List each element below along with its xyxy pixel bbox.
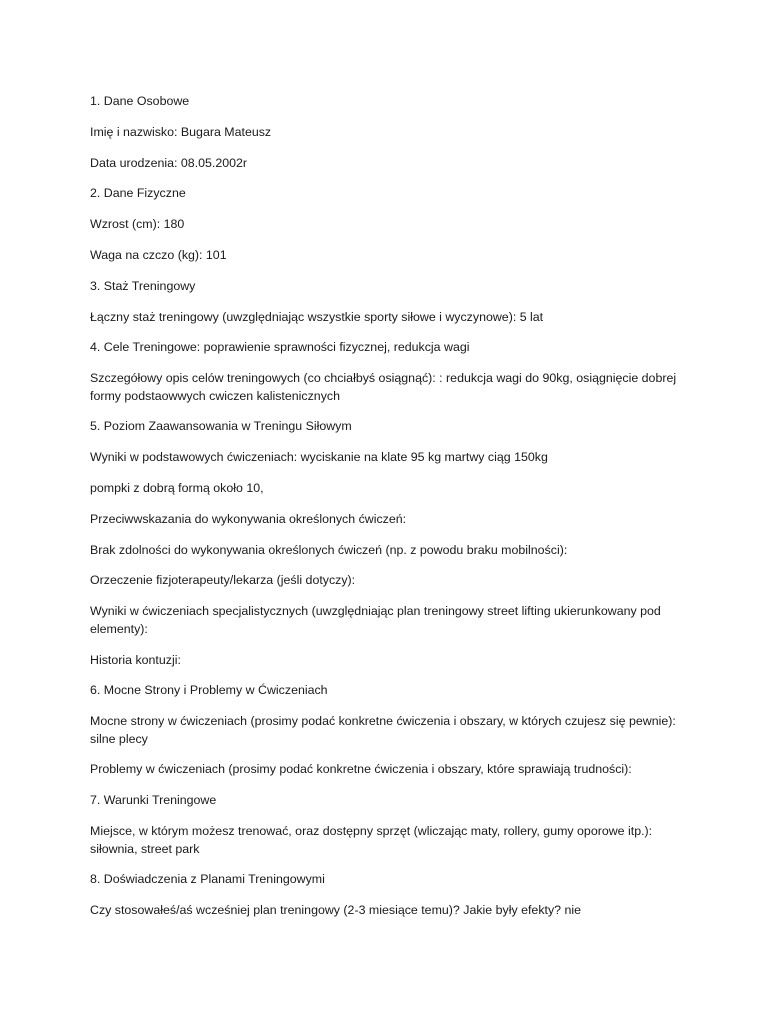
strengths-line: Mocne strony w ćwiczeniach (prosimy podać konkretne ćwiczenia i obszary, w których czujesz się pewnie): silne plecy [90, 714, 676, 746]
section-heading-physical-data: 2. Dane Fizyczne [90, 186, 186, 201]
section-heading-plan-experience: 8. Doświadczenia z Planami Treningowymi [90, 872, 325, 887]
injury-history-line: Historia kontuzji: [90, 652, 181, 667]
weight-line: Waga na czczo (kg): 101 [90, 247, 227, 262]
section-heading-training-goals: 4. Cele Treningowe: poprawienie sprawności fizycznej, redukcja wagi [90, 340, 470, 355]
section-heading-personal-data: 1. Dane Osobowe [90, 94, 190, 108]
basic-lifts-results-line: Wyniki w podstawowych ćwiczeniach: wyciskanie na klate 95 kg martwy ciąg 150kg [90, 450, 548, 465]
section-heading-strengths-problems: 6. Mocne Strony i Problemy w Ćwiczeniach [90, 683, 328, 698]
contraindications-line: Przeciwwskazania do wykonywania określonych ćwiczeń: [90, 511, 407, 526]
physio-certificate-line: Orzeczenie fizjoterapeuty/lekarza (jeśli dotyczy): [90, 573, 356, 588]
section-heading-training-conditions: 7. Warunki Treningowe [90, 793, 217, 808]
inability-line: Brak zdolności do wykonywania określonych ćwiczeń (np. z powodu braku mobilności): [90, 542, 568, 557]
problems-line: Problemy w ćwiczeniach (prosimy podać konkretne ćwiczenia i obszary, które sprawiają trudności): [90, 762, 632, 777]
full-name-line: Imię i nazwisko: Bugara Mateusz [90, 124, 272, 139]
document-body [90, 93, 690, 933]
height-line: Wzrost (cm): 180 [90, 217, 185, 232]
birth-date-line: Data urodzenia: 08.05.2002r [90, 155, 248, 170]
specialist-exercises-line: Wyniki w ćwiczeniach specjalistycznych (uwzględniając plan treningowy street lifting ukierunkowany pod elementy): [90, 604, 661, 636]
section-heading-training-experience: 3. Staż Treningowy [90, 278, 196, 293]
pushups-line: pompki z dobrą formą około 10, [90, 481, 264, 496]
section-heading-strength-level: 5. Poziom Zaawansowania w Treningu Siłowym [90, 419, 352, 434]
training-experience-line: Łączny staż treningowy (uwzględniając wszystkie sporty siłowe i wyczynowe): 5 lat [90, 309, 544, 324]
goals-description-line: Szczegółowy opis celów treningowych (co chciałbyś osiągnąć): : redukcja wagi do 90kg, osiągnięcie dobrej formy podstaowwych cwiczen kalistenicznych [90, 371, 677, 403]
training-place-line: Miejsce, w którym możesz trenować, oraz dostępny sprzęt (wliczając maty, rollery, gumy oporowe itp.): siłownia, street park [90, 824, 653, 856]
previous-plan-line: Czy stosowałeś/aś wcześniej plan treningowy (2-3 miesiące temu)? Jakie były efekty? nie [90, 903, 582, 918]
